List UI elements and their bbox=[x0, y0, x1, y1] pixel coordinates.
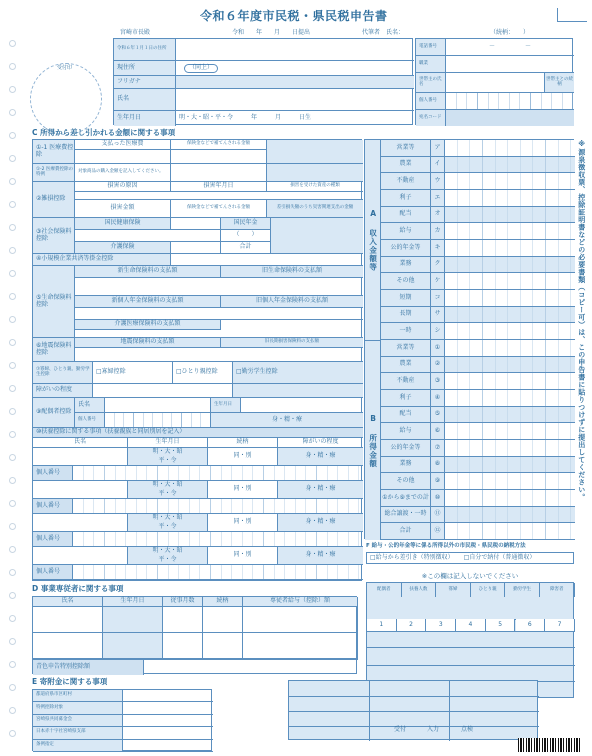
punch-hole bbox=[9, 362, 16, 369]
section-a-code: ク bbox=[431, 257, 445, 274]
disaster-cause-label: 損害の原因 bbox=[75, 182, 171, 192]
section-a-code: コ bbox=[431, 290, 445, 307]
punch-hole bbox=[9, 408, 16, 415]
section-b-code: ② bbox=[431, 357, 445, 374]
dep-era: 明・大・昭 bbox=[128, 514, 208, 523]
widow-opt2[interactable]: □ ひとり親控除 bbox=[173, 362, 233, 384]
f-opt1-label: 給与から差引き（特別徴収） bbox=[375, 553, 454, 561]
quake-label: ⑥地震保険料控除 bbox=[33, 338, 75, 362]
dep-col-disability: 障がいの程度 bbox=[278, 438, 363, 448]
e-item: 宮崎県共同募金会 bbox=[33, 715, 123, 727]
section-b-code: ⑧ bbox=[431, 457, 445, 474]
spouse-number-input[interactable] bbox=[105, 413, 211, 428]
section-a-item: 給与 bbox=[381, 223, 431, 240]
social-nhi: 国民健康保険 bbox=[75, 218, 171, 230]
dep-status: 同・別 bbox=[208, 448, 278, 466]
section-a-amount[interactable] bbox=[445, 140, 575, 157]
punch-hole bbox=[9, 500, 16, 507]
social-nhi-input[interactable] bbox=[171, 218, 221, 230]
punch-hole bbox=[9, 63, 16, 70]
section-a-amount[interactable] bbox=[445, 257, 575, 274]
dep-era: 平・令 bbox=[128, 523, 208, 532]
corner-box bbox=[557, 8, 587, 22]
d-cell[interactable] bbox=[203, 633, 243, 659]
spouse-status: 身・精・療 bbox=[211, 413, 363, 428]
quake-paid: 地震保険料の支払額 bbox=[75, 338, 221, 348]
life-row3-input[interactable] bbox=[75, 330, 363, 338]
office-footer-1: 受付 bbox=[394, 726, 407, 733]
section-a-code: シ bbox=[431, 323, 445, 340]
e-input[interactable] bbox=[123, 702, 213, 714]
mynumber-label: 個人番号 bbox=[416, 93, 446, 110]
section-b-code: ③ bbox=[431, 373, 445, 390]
dep-number-label: 個人番号 bbox=[33, 565, 73, 580]
section-a-code: オ bbox=[431, 207, 445, 224]
medical-insur-input[interactable] bbox=[171, 150, 267, 164]
dep-number-input[interactable] bbox=[73, 532, 363, 547]
e-input[interactable] bbox=[123, 690, 213, 702]
section-a-amount[interactable] bbox=[445, 223, 575, 240]
dep-name-input[interactable] bbox=[33, 448, 128, 466]
section-a-item: 配当 bbox=[381, 207, 431, 224]
small-label: ④小規模企業共済等掛金控除 bbox=[33, 254, 171, 266]
d-cell[interactable] bbox=[103, 607, 163, 633]
e-input[interactable] bbox=[123, 715, 213, 727]
d-col-header: 続柄 bbox=[203, 597, 243, 607]
section-a-item: 農業 bbox=[381, 157, 431, 174]
header-right-grid bbox=[415, 38, 573, 125]
section-b-amount[interactable] bbox=[445, 407, 575, 424]
medical2-input[interactable] bbox=[171, 164, 267, 182]
office-col: 扶養人数 bbox=[402, 583, 437, 597]
section-b-amount[interactable] bbox=[445, 390, 575, 407]
d-cell[interactable] bbox=[203, 607, 243, 633]
same-label: （同上） bbox=[184, 64, 218, 73]
section-a-amount[interactable] bbox=[445, 273, 575, 290]
section-b-amount[interactable] bbox=[445, 440, 575, 457]
section-b-amount[interactable] bbox=[445, 523, 575, 540]
office-num: 5 bbox=[486, 619, 516, 631]
disaster-input-row[interactable] bbox=[75, 192, 363, 200]
section-b-code: ⑪ bbox=[431, 507, 445, 524]
d-col-header: 専従者給与（控除）額 bbox=[243, 597, 358, 607]
office-footer-3: 点検 bbox=[461, 726, 474, 733]
section-c-title: C 所得から差し引かれる金額に関する事項 bbox=[32, 128, 176, 137]
section-b-item: 総合譲渡・一時 bbox=[381, 507, 431, 524]
social-paren[interactable]: （ ） bbox=[221, 230, 271, 242]
punch-hole bbox=[9, 546, 16, 553]
e-item: 日本赤十字社宮崎県支部 bbox=[33, 727, 123, 739]
section-b-code: ⑤ bbox=[431, 407, 445, 424]
section-a-amount[interactable] bbox=[445, 207, 575, 224]
disabled-input[interactable] bbox=[93, 384, 233, 398]
job-input[interactable] bbox=[446, 56, 574, 73]
life-old: 旧生命保険料の支払額 bbox=[221, 266, 363, 278]
addr-jan1-input[interactable] bbox=[176, 39, 414, 61]
office-col: 勤労学生 bbox=[505, 583, 540, 597]
section-b-amount[interactable] bbox=[445, 423, 575, 440]
punch-hole bbox=[9, 316, 16, 323]
punch-hole bbox=[9, 86, 16, 93]
date-label: 令和 年 月 日提出 bbox=[232, 29, 311, 36]
d-cell[interactable] bbox=[243, 633, 358, 659]
d-col-header: 生年月日 bbox=[103, 597, 163, 607]
disabled-deduction[interactable] bbox=[233, 384, 363, 398]
medical2-deduction[interactable] bbox=[267, 164, 363, 182]
section-b-amount[interactable] bbox=[445, 490, 575, 507]
addresscode-input bbox=[446, 110, 574, 126]
dep-name-input[interactable] bbox=[33, 547, 128, 565]
dep-col-name: 氏名 bbox=[33, 438, 128, 448]
life-oldpension: 旧個人年金保険料の支払額 bbox=[221, 296, 363, 308]
punch-hole bbox=[9, 132, 16, 139]
disaster-amount-label: 損害金額 bbox=[75, 200, 171, 218]
punch-hole bbox=[9, 339, 16, 346]
punch-hole bbox=[9, 293, 16, 300]
section-a-code: ウ bbox=[431, 173, 445, 190]
office-col: 寡婦 bbox=[436, 583, 471, 597]
dep-disability: 身・精・療 bbox=[278, 448, 363, 466]
life-row2-input[interactable] bbox=[75, 308, 363, 320]
section-a-title: A 収入金額等 bbox=[365, 140, 381, 340]
mynumber-input[interactable] bbox=[446, 93, 574, 110]
section-a-item: その他 bbox=[381, 273, 431, 290]
section-e-title: E 寄附金に関する事項 bbox=[32, 677, 108, 686]
section-a-amount[interactable] bbox=[445, 240, 575, 257]
disaster-insur-label: 保険金などで補てんされる金額 bbox=[171, 200, 267, 218]
medical-label: ①-1 医療費控除 bbox=[33, 140, 75, 164]
punch-hole bbox=[9, 109, 16, 116]
dep-col-relation: 続柄 bbox=[208, 438, 278, 448]
addresscode-label: 宛名コード bbox=[416, 110, 446, 126]
quake-input[interactable] bbox=[75, 348, 363, 362]
punch-hole bbox=[9, 707, 16, 714]
e-item: 都道府県市区町村 bbox=[33, 690, 123, 702]
d-cell[interactable] bbox=[163, 633, 203, 659]
stamp-label: 受付印 bbox=[57, 65, 73, 71]
section-a-item: 一時 bbox=[381, 323, 431, 340]
dep-status: 同・別 bbox=[208, 481, 278, 499]
social-row2[interactable] bbox=[75, 230, 221, 242]
life-care: 介護医療保険料の支払額 bbox=[75, 320, 221, 330]
medical-deduction[interactable] bbox=[267, 140, 363, 164]
dep-number-label: 個人番号 bbox=[33, 499, 73, 514]
dep-status: 同・別 bbox=[208, 514, 278, 532]
punch-hole bbox=[9, 615, 16, 622]
spouse-birth-input[interactable] bbox=[241, 398, 363, 413]
section-b-item: 業務 bbox=[381, 457, 431, 474]
social-total-label: 合計 bbox=[221, 242, 271, 254]
reception-stamp bbox=[30, 63, 102, 135]
birth-eras: 明・大・昭・平・令 年 月 日生 bbox=[179, 114, 312, 122]
dep-number-input[interactable] bbox=[73, 499, 363, 514]
birth-label: 生年月日 bbox=[114, 111, 176, 126]
punch-hole bbox=[9, 431, 16, 438]
widow-label: ⑦寡婦、ひとり親、勤労学生控除 bbox=[33, 362, 93, 384]
e-input[interactable] bbox=[123, 727, 213, 739]
dep-era: 平・令 bbox=[128, 457, 208, 466]
section-b-code: ⑩ bbox=[431, 490, 445, 507]
d-cell[interactable] bbox=[33, 607, 103, 633]
city-label: 宮崎市長殿 bbox=[120, 29, 151, 36]
section-b-code: ⑨ bbox=[431, 473, 445, 490]
disaster-asset-label: 損害を受けた資産の種類 bbox=[267, 182, 363, 192]
d-cell[interactable] bbox=[33, 633, 103, 659]
office-num: 1 bbox=[367, 619, 397, 631]
punch-hole bbox=[9, 523, 16, 530]
office-num: 6 bbox=[516, 619, 546, 631]
dep-disability: 身・精・療 bbox=[278, 481, 363, 499]
section-a-amount[interactable] bbox=[445, 157, 575, 174]
section-b-code: ⑫ bbox=[431, 523, 445, 540]
dep-name-input[interactable] bbox=[33, 514, 128, 532]
dep-name-input[interactable] bbox=[33, 481, 128, 499]
dep-number-label: 個人番号 bbox=[33, 466, 73, 481]
f-opt1[interactable]: □給与から差引き（特別徴収） bbox=[370, 553, 454, 561]
section-b-amount[interactable] bbox=[445, 473, 575, 490]
blue-return-label: 青色申告特別控除額 bbox=[33, 659, 143, 675]
section-a-item: 長期 bbox=[381, 307, 431, 324]
spouse-number-label: 個人番号 bbox=[75, 413, 105, 428]
current-addr-label: 現住所 bbox=[114, 61, 176, 76]
phone-input[interactable]: － － bbox=[446, 39, 574, 56]
section-b-amount[interactable] bbox=[445, 373, 575, 390]
office-col: ひとり親 bbox=[471, 583, 506, 597]
life-label: ⑤生命保険料控除 bbox=[33, 266, 75, 338]
side-note: ※源泉徴収票、控除証明書などの必要書類（コピー可）は、この申告書に貼りつけずに提出してください。 bbox=[577, 140, 586, 501]
office-num: 2 bbox=[397, 619, 427, 631]
furigana-label: フリガナ bbox=[114, 76, 176, 89]
section-b-item: ①から⑨までの計 bbox=[381, 490, 431, 507]
section-a-item: 短期 bbox=[381, 290, 431, 307]
life-new: 新生命保険料の支払額 bbox=[75, 266, 221, 278]
medical2-label: ①-2 医療費控除の特例 bbox=[33, 164, 75, 182]
header-left-grid bbox=[113, 38, 413, 125]
punch-hole bbox=[9, 454, 16, 461]
relation-hh-label: 世帯主との続柄 bbox=[544, 73, 574, 93]
section-b-code: ④ bbox=[431, 390, 445, 407]
section-d-grid bbox=[32, 596, 357, 674]
d-cell[interactable] bbox=[163, 607, 203, 633]
punch-hole bbox=[9, 178, 16, 185]
name-input[interactable] bbox=[176, 89, 414, 111]
office-num: 7 bbox=[545, 619, 575, 631]
dep-disability: 身・精・療 bbox=[278, 514, 363, 532]
f-opt2-label: 自分で納付（普通徴収） bbox=[469, 553, 536, 561]
spouse-birth-label: 生年月日 bbox=[211, 398, 241, 413]
section-b-code: ① bbox=[431, 340, 445, 357]
spouse-name-label: 氏名 bbox=[75, 398, 105, 413]
office-col: 障害者 bbox=[540, 583, 575, 597]
dep-number-input[interactable] bbox=[73, 565, 363, 580]
spouse-label: ⑨配偶者控除 bbox=[33, 398, 75, 428]
social-total-box[interactable] bbox=[271, 218, 363, 254]
punch-hole bbox=[9, 569, 16, 576]
furigana-input[interactable] bbox=[176, 76, 414, 89]
section-a-item: 不動産 bbox=[381, 173, 431, 190]
office-num: 4 bbox=[456, 619, 486, 631]
section-b-item: 利子 bbox=[381, 390, 431, 407]
disaster-loss-label: 差引損失額のうち災害関連支出の金額 bbox=[267, 200, 363, 218]
office-notice: ※この欄は記入しないでください bbox=[421, 571, 519, 580]
dep-era: 平・令 bbox=[128, 490, 208, 499]
disabled-label: 障がいの程度 bbox=[33, 384, 93, 398]
section-a-amount[interactable] bbox=[445, 323, 575, 340]
addr-jan1-label: 令和６年１月１日の住所 bbox=[114, 39, 176, 61]
punch-hole bbox=[9, 270, 16, 277]
income-grid bbox=[364, 139, 574, 539]
section-a-item: 公的年金等 bbox=[381, 240, 431, 257]
social-label: ③社会保険料控除 bbox=[33, 218, 75, 254]
section-b-item: 不動産 bbox=[381, 373, 431, 390]
office-col: 配偶者 bbox=[367, 583, 402, 597]
form-title: 令和６年度市民税・県民税申告書 bbox=[200, 9, 388, 23]
punch-hole bbox=[9, 385, 16, 392]
dep-col-birth: 生年月日 bbox=[128, 438, 208, 448]
life-row1-input[interactable] bbox=[75, 278, 363, 296]
office-bottom-grid bbox=[288, 680, 538, 740]
section-a-item: 利子 bbox=[381, 190, 431, 207]
punch-hole bbox=[9, 592, 16, 599]
e-input[interactable] bbox=[123, 740, 213, 752]
social-care-input[interactable] bbox=[171, 242, 221, 254]
e-item: 条例指定 bbox=[33, 740, 123, 752]
section-b-item: 公的年金等 bbox=[381, 440, 431, 457]
f-opt2[interactable]: □自分で納付（普通徴収） bbox=[463, 553, 536, 561]
section-a-code: キ bbox=[431, 240, 445, 257]
section-d-title: D 事業専従者に関する事項 bbox=[32, 584, 124, 593]
dep-era: 明・大・昭 bbox=[128, 481, 208, 490]
section-a-code: ケ bbox=[431, 273, 445, 290]
widow-opt3-label: 勤労学生控除 bbox=[241, 368, 278, 376]
disaster-date-label: 損害年月日 bbox=[171, 182, 267, 192]
job-label: 職業 bbox=[416, 56, 446, 73]
section-b-item: 配当 bbox=[381, 407, 431, 424]
section-b-item: 合計 bbox=[381, 523, 431, 540]
punch-hole bbox=[9, 730, 16, 737]
section-b-amount[interactable] bbox=[445, 457, 575, 474]
punch-hole bbox=[9, 224, 16, 231]
relation-label: （続柄： ） bbox=[490, 29, 530, 36]
section-f-options[interactable] bbox=[366, 552, 574, 564]
dep-status: 同・別 bbox=[208, 547, 278, 565]
phone-label: 電話番号 bbox=[416, 39, 446, 56]
disaster-label: ②雑損控除 bbox=[33, 182, 75, 218]
section-a-item: 業務 bbox=[381, 257, 431, 274]
widow-opt3[interactable]: □ 勤労学生控除 bbox=[233, 362, 363, 384]
widow-opt1-label: 寡婦控除 bbox=[101, 368, 126, 376]
punch-hole bbox=[9, 684, 16, 691]
section-a-code: イ bbox=[431, 157, 445, 174]
punch-hole bbox=[9, 155, 16, 162]
blue-return-input[interactable] bbox=[143, 659, 358, 675]
section-a-item: 営業等 bbox=[381, 140, 431, 157]
section-b-amount[interactable] bbox=[445, 507, 575, 524]
widow-opt1[interactable]: □ 寡婦控除 bbox=[93, 362, 173, 384]
section-b-code: ⑥ bbox=[431, 423, 445, 440]
section-b-amount[interactable] bbox=[445, 357, 575, 374]
section-b-amount[interactable] bbox=[445, 340, 575, 357]
life-newpension: 新個人年金保険料の支払額 bbox=[75, 296, 221, 308]
dep-era: 明・大・昭 bbox=[128, 448, 208, 457]
d-cell[interactable] bbox=[243, 607, 358, 633]
section-a-amount[interactable] bbox=[445, 173, 575, 190]
section-a-code: カ bbox=[431, 223, 445, 240]
social-pension: 国民年金 bbox=[221, 218, 271, 230]
section-a-amount[interactable] bbox=[445, 190, 575, 207]
dep-era: 明・大・昭 bbox=[128, 547, 208, 556]
section-a-code: エ bbox=[431, 190, 445, 207]
punch-hole bbox=[9, 477, 16, 484]
section-a-code: ア bbox=[431, 140, 445, 157]
section-a-code: サ bbox=[431, 307, 445, 324]
quake-old: 旧長期損害保険料の支払額 bbox=[221, 338, 363, 348]
section-a-amount[interactable] bbox=[445, 307, 575, 324]
section-f-title: F 給与・公的年金等に係る所得以外の市民税・県民税の納税方法 bbox=[366, 543, 526, 549]
dep-disability: 身・精・療 bbox=[278, 547, 363, 565]
section-b-item: その他 bbox=[381, 473, 431, 490]
punch-hole bbox=[9, 247, 16, 254]
current-addr-input[interactable] bbox=[176, 61, 414, 76]
d-cell[interactable] bbox=[103, 633, 163, 659]
d-col-header: 従事月数 bbox=[163, 597, 203, 607]
section-b-item: 給与 bbox=[381, 423, 431, 440]
e-item: 特例控除対象 bbox=[33, 702, 123, 714]
section-a-amount[interactable] bbox=[445, 290, 575, 307]
section-b-item: 農業 bbox=[381, 357, 431, 374]
section-e-grid bbox=[32, 689, 212, 751]
office-num: 3 bbox=[426, 619, 456, 631]
dep-number-input[interactable] bbox=[73, 466, 363, 481]
agent-label: 代筆者 氏名： bbox=[362, 29, 405, 36]
dep-number-label: 個人番号 bbox=[33, 532, 73, 547]
section-b-item: 営業等 bbox=[381, 340, 431, 357]
punch-hole bbox=[9, 40, 16, 47]
spouse-name-input[interactable] bbox=[105, 398, 211, 413]
d-col-header: 氏名 bbox=[33, 597, 103, 607]
small-input[interactable] bbox=[171, 254, 363, 266]
householder-label: 世帯主の氏名 bbox=[416, 73, 446, 93]
punch-hole bbox=[9, 638, 16, 645]
social-care: 介護保険 bbox=[75, 242, 171, 254]
widow-opt2-label: ひとり親控除 bbox=[181, 368, 218, 376]
medical-insur-label: 保険金などで補てんされる金額 bbox=[171, 140, 267, 150]
householder-input[interactable] bbox=[446, 73, 544, 93]
barcode bbox=[518, 738, 580, 752]
dependents-title: ⑩扶養控除に関する事項（扶養親族と同居別居を記入） bbox=[33, 428, 363, 438]
punch-hole bbox=[9, 201, 16, 208]
punch-hole bbox=[9, 661, 16, 668]
dep-era: 平・令 bbox=[128, 556, 208, 565]
medical2-text: 対象商品の購入金額を記入してください。 bbox=[75, 164, 171, 182]
section-c-grid bbox=[32, 139, 362, 581]
section-b-code: ⑦ bbox=[431, 440, 445, 457]
section-b-title: B 所得金額 bbox=[365, 340, 381, 540]
office-footer-2: 入力 bbox=[427, 726, 440, 733]
medical-paid-label: 支払った医療費 bbox=[75, 140, 171, 150]
name-label: 氏名 bbox=[114, 89, 176, 111]
medical-paid-input[interactable] bbox=[75, 150, 171, 164]
birth-input[interactable] bbox=[176, 111, 414, 126]
